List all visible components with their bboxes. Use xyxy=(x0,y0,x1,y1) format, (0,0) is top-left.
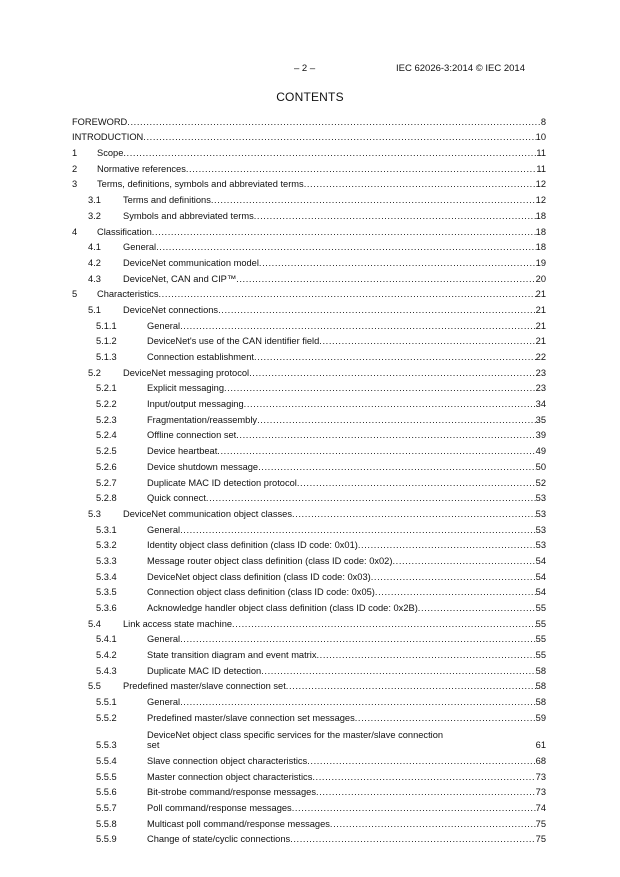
dot-leader xyxy=(258,462,536,472)
toc-entry-number: 5.2.5 xyxy=(96,446,117,457)
toc-entry-page: 21 xyxy=(535,289,546,300)
toc-entry-page: 10 xyxy=(535,132,546,143)
toc-entry-page: 34 xyxy=(535,399,546,410)
toc-entry-number: 5.3.3 xyxy=(96,555,117,566)
toc-entry-page: 18 xyxy=(535,242,546,253)
dot-leader xyxy=(330,819,536,829)
toc-entry-title: FOREWORD xyxy=(72,116,128,127)
dot-leader xyxy=(392,556,535,566)
toc-entry[interactable] xyxy=(72,409,546,425)
dot-leader xyxy=(224,383,536,393)
toc-entry-title: Message router object class definition (class ID code: 0x02) xyxy=(147,555,393,566)
toc-entry-page: 59 xyxy=(535,712,546,723)
toc-entry-title: Input/output messaging xyxy=(147,399,244,410)
dot-leader xyxy=(317,650,536,660)
toc-entry[interactable] xyxy=(72,813,546,829)
toc-entry-title: DeviceNet object class definition (class ID code: 0x03) xyxy=(147,571,371,582)
toc-entry-number: 5.5.6 xyxy=(96,787,117,798)
toc-entry-title: Terms and definitions xyxy=(123,195,211,206)
toc-entry[interactable] xyxy=(72,425,546,441)
toc-entry-title: Fragmentation/reassembly xyxy=(147,414,258,425)
toc-entry-title: Bit-strobe command/response messages xyxy=(147,787,316,798)
toc-entry[interactable] xyxy=(72,472,546,488)
toc-entry-number: 5.1.1 xyxy=(96,320,117,331)
toc-entry-title: DeviceNet, CAN and CIP™ xyxy=(123,273,237,284)
toc-entry-number: 5.4.2 xyxy=(96,650,117,661)
toc-entry-title: Link access state machine xyxy=(123,618,233,629)
toc-entry-title: DeviceNet connections xyxy=(123,304,219,315)
toc-entry[interactable] xyxy=(72,582,546,598)
toc-entry-number: 5.5.3 xyxy=(96,740,117,751)
toc-entry[interactable] xyxy=(72,393,546,409)
toc-entry-title: Predefined master/slave connection set messages xyxy=(147,712,355,723)
toc-entry-number: 5.5 xyxy=(88,681,101,692)
toc-entry[interactable] xyxy=(72,205,546,221)
toc-entry-title: Characteristics xyxy=(97,289,159,300)
toc-entry-page: 53 xyxy=(535,493,546,504)
toc-entry[interactable] xyxy=(72,456,546,472)
toc-entry-page: 35 xyxy=(535,414,546,425)
toc-entry-title: DeviceNet messaging protocol xyxy=(123,367,250,378)
toc-entry[interactable] xyxy=(72,174,546,190)
toc-entry-title: Predefined master/slave connection set xyxy=(123,681,286,692)
standard-reference: IEC 62026-3:2014 © IEC 2014 xyxy=(396,63,526,74)
dot-leader xyxy=(123,148,536,158)
toc-entry-page: 73 xyxy=(535,787,546,798)
toc-entry[interactable] xyxy=(72,550,546,566)
toc-entry-title: Slave connection object characteristics xyxy=(147,756,308,766)
toc-entry-number: 5.3.6 xyxy=(96,603,117,613)
toc-entry-number: 5.3.2 xyxy=(96,540,117,551)
dot-leader xyxy=(186,164,536,174)
toc-entry-page: 58 xyxy=(535,681,546,692)
dot-leader xyxy=(156,242,536,252)
toc-entry[interactable] xyxy=(72,644,546,660)
toc-entry-number: 2 xyxy=(72,163,78,174)
toc-entry-title: Poll command/response messages xyxy=(147,803,292,814)
toc-entry-page: 8 xyxy=(540,116,546,127)
toc-entry[interactable] xyxy=(72,440,546,456)
toc-entry-title: Classification xyxy=(97,226,152,237)
dot-leader xyxy=(254,352,536,362)
dot-leader xyxy=(375,587,536,597)
toc-entry-title: Acknowledge handler object class definition (class ID code: 0x2B) xyxy=(147,603,418,613)
table-of-contents xyxy=(72,111,546,844)
toc-entry-number: 5.1 xyxy=(88,304,101,315)
toc-entry-page: 39 xyxy=(535,430,546,441)
toc-entry-number: 5.2.8 xyxy=(96,493,117,504)
toc-entry-page: 54 xyxy=(535,571,546,582)
dot-leader xyxy=(206,493,536,503)
toc-entry-page: 75 xyxy=(535,818,546,829)
toc-entry-title: DeviceNet communication model xyxy=(123,257,259,268)
dot-leader xyxy=(257,415,536,425)
toc-entry-page: 55 xyxy=(535,618,546,629)
toc-entry-title: Master connection object characteristics xyxy=(147,771,313,782)
toc-entry-number: 5.4 xyxy=(88,618,101,629)
toc-entry-page: 18 xyxy=(535,210,546,221)
toc-entry-number: 5.3 xyxy=(88,508,101,519)
toc-entry-title: State transition diagram and event matrix xyxy=(147,650,317,661)
toc-entry-page: 74 xyxy=(535,803,546,814)
toc-entry[interactable] xyxy=(72,566,546,582)
toc-entry-page: 53 xyxy=(535,524,546,535)
toc-entry-title: DeviceNet communication object classes xyxy=(123,508,292,519)
toc-entry[interactable] xyxy=(72,723,546,751)
toc-entry-page: 12 xyxy=(535,179,546,190)
dot-leader xyxy=(152,227,536,237)
dot-leader xyxy=(371,572,536,582)
toc-entry-page: 58 xyxy=(535,697,546,708)
toc-entry-page: 20 xyxy=(535,273,546,284)
toc-entry[interactable] xyxy=(72,535,546,551)
toc-entry[interactable] xyxy=(72,221,546,237)
toc-entry-number: 5.4.1 xyxy=(96,634,117,645)
dot-leader xyxy=(211,195,536,205)
toc-entry-number: 5.5.7 xyxy=(96,803,117,814)
toc-entry-page: 55 xyxy=(535,634,546,645)
dot-leader xyxy=(180,321,536,331)
toc-entry-page: 58 xyxy=(535,665,546,676)
toc-entry-page: 23 xyxy=(535,383,546,394)
toc-entry-number: 5.2.3 xyxy=(96,414,117,425)
toc-entry[interactable] xyxy=(72,691,546,707)
toc-entry[interactable] xyxy=(72,362,546,378)
toc-entry-title: Duplicate MAC ID detection protocol xyxy=(147,477,297,488)
toc-entry-title: Device heartbeat xyxy=(147,446,218,457)
dot-leader xyxy=(180,634,536,644)
toc-entry-number: 5.4.3 xyxy=(96,665,117,676)
toc-entry-page: 73 xyxy=(535,771,546,782)
toc-entry-title: Duplicate MAC ID detection xyxy=(147,665,262,676)
toc-entry-title: General xyxy=(147,320,181,331)
toc-entry-page: 12 xyxy=(535,195,546,206)
dot-leader xyxy=(143,132,535,142)
dot-leader xyxy=(254,211,536,221)
toc-entry-number: 5.5.5 xyxy=(96,771,117,782)
toc-entry[interactable] xyxy=(72,111,546,127)
toc-entry-title: Symbols and abbreviated terms xyxy=(123,210,254,221)
toc-entry-page: 52 xyxy=(535,477,546,488)
toc-entry[interactable] xyxy=(72,829,546,845)
toc-entry[interactable] xyxy=(72,629,546,645)
toc-entry-number: 5.2.4 xyxy=(96,430,117,441)
dot-leader xyxy=(236,274,536,284)
toc-entry-page: 21 xyxy=(535,304,546,315)
toc-entry-title: Explicit messaging xyxy=(147,383,224,394)
toc-entry-number: 4.2 xyxy=(88,257,101,268)
dot-leader xyxy=(259,258,536,268)
dot-leader xyxy=(355,713,536,723)
toc-entry-page: 61 xyxy=(535,740,546,751)
dot-leader xyxy=(127,117,541,127)
dot-leader xyxy=(180,525,536,535)
toc-entry[interactable] xyxy=(72,378,546,394)
toc-entry-title: INTRODUCTION xyxy=(72,132,144,143)
dot-leader xyxy=(304,179,536,189)
dot-leader xyxy=(358,540,536,550)
toc-entry-number: 3.2 xyxy=(88,210,101,221)
toc-entry[interactable] xyxy=(72,613,546,629)
toc-entry[interactable] xyxy=(72,127,546,143)
dot-leader xyxy=(232,619,536,629)
toc-entry[interactable] xyxy=(72,676,546,692)
dot-leader xyxy=(286,681,536,691)
dot-leader xyxy=(217,446,535,456)
toc-entry-title: Offline connection set xyxy=(147,430,237,441)
toc-entry-page: 21 xyxy=(535,336,546,347)
toc-entry[interactable] xyxy=(72,299,546,315)
toc-entry[interactable] xyxy=(72,707,546,723)
toc-entry-title-continued: set xyxy=(147,740,160,751)
toc-entry-page: 22 xyxy=(535,352,546,362)
toc-entry[interactable] xyxy=(72,660,546,676)
toc-entry-number: 5.1.3 xyxy=(96,352,117,362)
dot-leader xyxy=(297,478,536,488)
toc-entry-title: Change of state/cyclic connections xyxy=(147,834,291,845)
toc-entry-title: DeviceNet object class specific services for the master/slave connection xyxy=(147,730,444,741)
toc-entry-title: DeviceNet's use of the CAN identifier field xyxy=(147,336,320,347)
toc-entry-number: 5.5.4 xyxy=(96,756,117,766)
toc-entry[interactable] xyxy=(72,142,546,158)
toc-entry[interactable] xyxy=(72,503,546,519)
toc-entry-title: Multicast poll command/response messages xyxy=(147,818,330,829)
toc-entry-page: 53 xyxy=(535,508,546,519)
dot-leader xyxy=(290,834,536,844)
toc-entry[interactable] xyxy=(72,750,546,766)
toc-entry-number: 3 xyxy=(72,179,78,190)
dot-leader xyxy=(292,509,536,519)
toc-entry-number: 5.2.2 xyxy=(96,399,117,410)
toc-entry-number: 5.2.1 xyxy=(96,383,117,394)
toc-entry-page: 68 xyxy=(535,756,546,766)
dot-leader xyxy=(418,603,536,613)
toc-entry-title: Connection object class definition (class ID code: 0x05) xyxy=(147,587,375,598)
toc-entry-title: Device shutdown message xyxy=(147,461,259,472)
toc-entry[interactable] xyxy=(72,797,546,813)
toc-entry-page: 55 xyxy=(535,650,546,661)
toc-entry-number: 5.2 xyxy=(88,367,101,378)
toc-entry-number: 5.5.1 xyxy=(96,697,117,708)
toc-entry-page: 21 xyxy=(535,320,546,331)
toc-entry-page: 50 xyxy=(535,461,546,472)
toc-entry-number: 5.3.5 xyxy=(96,587,117,598)
toc-entry[interactable] xyxy=(72,189,546,205)
dot-leader xyxy=(158,289,535,299)
toc-entry-page: 54 xyxy=(535,555,546,566)
toc-entry-number: 4.1 xyxy=(88,242,101,253)
toc-entry-number: 5.1.2 xyxy=(96,336,117,347)
toc-entry-number: 5 xyxy=(72,289,78,300)
toc-entry-title: Normative references xyxy=(97,163,186,174)
dot-leader xyxy=(261,666,535,676)
toc-entry-page: 49 xyxy=(535,446,546,457)
toc-entry-page: 19 xyxy=(535,257,546,268)
toc-entry[interactable] xyxy=(72,597,546,613)
toc-entry-title: General xyxy=(147,697,181,708)
toc-entry[interactable] xyxy=(72,488,546,504)
toc-entry[interactable] xyxy=(72,284,546,300)
toc-entry[interactable] xyxy=(72,782,546,798)
toc-entry-title: Connection establishment xyxy=(147,352,254,362)
dot-leader xyxy=(218,305,536,315)
toc-entry[interactable] xyxy=(72,158,546,174)
toc-entry-number: 4.3 xyxy=(88,273,101,284)
toc-entry-number: 5.3.4 xyxy=(96,571,117,582)
toc-entry-number: 3.1 xyxy=(88,195,101,206)
toc-entry[interactable] xyxy=(72,237,546,253)
toc-entry-number: 5.5.8 xyxy=(96,818,117,829)
toc-entry-page: 75 xyxy=(535,834,546,845)
dot-leader xyxy=(319,336,535,346)
toc-entry-title: General xyxy=(147,524,181,535)
toc-entry-number: 5.3.1 xyxy=(96,524,117,535)
toc-entry[interactable] xyxy=(72,519,546,535)
toc-entry-title: Identity object class definition (class ID code: 0x01) xyxy=(147,540,358,551)
dot-leader xyxy=(236,430,535,440)
dot-leader xyxy=(244,399,536,409)
toc-entry-number: 5.5.2 xyxy=(96,712,117,723)
toc-entry-title: Terms, definitions, symbols and abbreviated terms xyxy=(97,179,304,190)
toc-entry-title: General xyxy=(147,634,181,645)
toc-entry-title: General xyxy=(123,242,157,253)
toc-entry-title: Quick connect xyxy=(147,493,206,504)
toc-entry-page: 23 xyxy=(535,367,546,378)
toc-entry-page: 53 xyxy=(535,540,546,551)
page-number: – 2 – xyxy=(294,63,316,74)
toc-entry-page: 18 xyxy=(535,226,546,237)
dot-leader xyxy=(312,772,535,782)
dot-leader xyxy=(180,697,536,707)
toc-entry-page: 55 xyxy=(535,603,546,613)
contents-title: CONTENTS xyxy=(276,90,344,104)
toc-entry-page: 11 xyxy=(536,163,546,174)
dot-leader xyxy=(292,803,536,813)
toc-entry-number: 1 xyxy=(72,148,78,159)
toc-entry[interactable] xyxy=(72,268,546,284)
toc-entry[interactable] xyxy=(72,346,546,362)
toc-entry[interactable] xyxy=(72,331,546,347)
toc-entry-number: 5.2.6 xyxy=(96,461,117,472)
toc-entry[interactable] xyxy=(72,315,546,331)
toc-entry[interactable] xyxy=(72,252,546,268)
toc-entry-number: 4 xyxy=(72,226,78,237)
dot-leader xyxy=(307,756,535,766)
toc-entry-title: Scope xyxy=(97,148,124,159)
toc-entry-page: 11 xyxy=(536,148,546,159)
toc-entry-number: 5.5.9 xyxy=(96,834,117,845)
dot-leader xyxy=(316,787,536,797)
toc-entry[interactable] xyxy=(72,766,546,782)
toc-entry-number: 5.2.7 xyxy=(96,477,117,488)
toc-entry-page: 54 xyxy=(535,587,546,598)
dot-leader xyxy=(249,368,536,378)
